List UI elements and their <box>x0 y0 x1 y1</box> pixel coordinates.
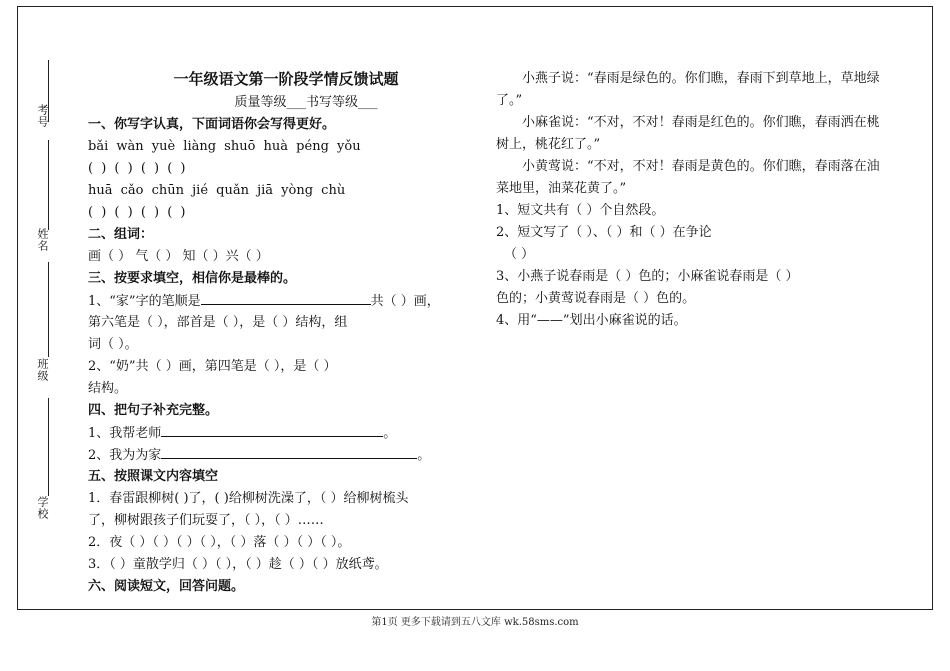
question-line[interactable]: 词（ ）。 <box>88 337 138 352</box>
answer-underline[interactable] <box>201 290 371 305</box>
pinyin-row: huā cǎo chūn jié quǎn jiā yòng chù <box>88 183 346 198</box>
question-line[interactable]: 2．夜（ ）（ ）（ ）（ ），（ ）落（ ）（ ）（ ）。 <box>88 535 351 550</box>
name-label: 姓名 <box>36 228 49 252</box>
question-line[interactable]: 2、“奶”共（ ）画，第四笔是（ ），是（ ） <box>88 359 337 374</box>
sentence-text: 2、我为为家 <box>88 448 162 463</box>
right-column <box>496 68 891 332</box>
sentence-line[interactable] <box>88 422 484 444</box>
page-title: 一年级语文第一阶段学情反馈试题 <box>173 70 399 88</box>
class-label: 班级 <box>36 358 49 382</box>
section-heading: 二、组词： <box>88 227 154 242</box>
sentence-text: 1、我帮老师 <box>88 426 162 441</box>
section-heading: 六、阅读短文，回答问题。 <box>88 579 245 594</box>
question-text: 1、“家”字的笔顺是 <box>88 294 201 309</box>
question-line[interactable]: 1、短文共有（ ）个自然段。 <box>496 203 665 218</box>
answer-boxes[interactable]: ( ) ( ) ( ) ( ) <box>88 161 186 176</box>
answer-underline[interactable] <box>161 422 383 437</box>
answer-boxes[interactable]: ( ) ( ) ( ) ( ) <box>88 205 186 220</box>
question-line: 结构。 <box>88 381 128 396</box>
margin-line <box>48 262 49 357</box>
sentence-line[interactable] <box>88 444 484 466</box>
question-line[interactable]: 第六笔是（ ），部首是（ ），是（ ）结构，组 <box>88 315 348 330</box>
section-heading: 五、按照课文内容填空 <box>88 469 219 484</box>
question-text: 共（ ）画， <box>370 294 440 309</box>
passage-paragraph: 小燕子说：“春雨是绿色的。你们瞧，春雨下到草地上，草地绿了。” <box>496 71 880 108</box>
margin-line <box>48 398 49 496</box>
sentence-end: 。 <box>383 426 397 441</box>
answer-underline[interactable] <box>161 444 417 459</box>
passage-paragraph: 小黄莺说：“不对，不对！春雨是黄色的。你们瞧，春雨落在油菜地里，油菜花黄了。” <box>496 159 880 196</box>
margin-line <box>48 140 49 230</box>
page-footer: 第1页 更多下载请到五八文库 wk.58sms.com <box>371 617 579 628</box>
section-heading: 四、把句子补充完整。 <box>88 403 219 418</box>
question-line[interactable] <box>88 290 484 312</box>
section-heading: 三、按要求填空，相信你是最棒的。 <box>88 271 297 286</box>
question-line[interactable]: 1．春雷跟柳树( )了，( )给柳树洗澡了，（ ）给柳树梳头 <box>88 491 409 506</box>
question-line[interactable]: 3、小燕子说春雨是（ ）色的；小麻雀说春雨是（ ） <box>496 269 799 284</box>
school-label: 学校 <box>36 496 49 520</box>
exam-number-label: 考号 <box>36 104 49 128</box>
question-line[interactable]: （ ） <box>504 247 535 262</box>
question-line[interactable]: 3．（ ）童散学归（ ）（ ），（ ）趁（ ）（ ）放纸鸢。 <box>88 557 388 572</box>
word-group-line[interactable]: 画（ ） 气（ ） 知（ ）兴（ ） <box>88 249 269 264</box>
grade-line: 质量等级___书写等级___ <box>234 95 378 110</box>
question-line[interactable]: 了，柳树跟孩子们玩耍了，（ ），（ ）…… <box>88 513 324 528</box>
sentence-end: 。 <box>417 448 431 463</box>
pinyin-row: bǎi wàn yuè liàng shuō huà péng yǒu <box>88 139 361 154</box>
question-line[interactable]: 2、短文写了（ ）、（ ）和（ ）在争论 <box>496 225 712 240</box>
left-column <box>88 68 484 598</box>
section-heading: 一、你写字认真，下面词语你会写得更好。 <box>88 117 336 132</box>
question-line[interactable]: 色的；小黄莺说春雨是（ ）色的。 <box>496 291 696 306</box>
passage-paragraph: 小麻雀说：“不对，不对！春雨是红色的。你们瞧，春雨洒在桃树上，桃花红了。” <box>496 115 880 152</box>
question-line: 4、用“——”划出小麻雀说的话。 <box>496 313 687 328</box>
